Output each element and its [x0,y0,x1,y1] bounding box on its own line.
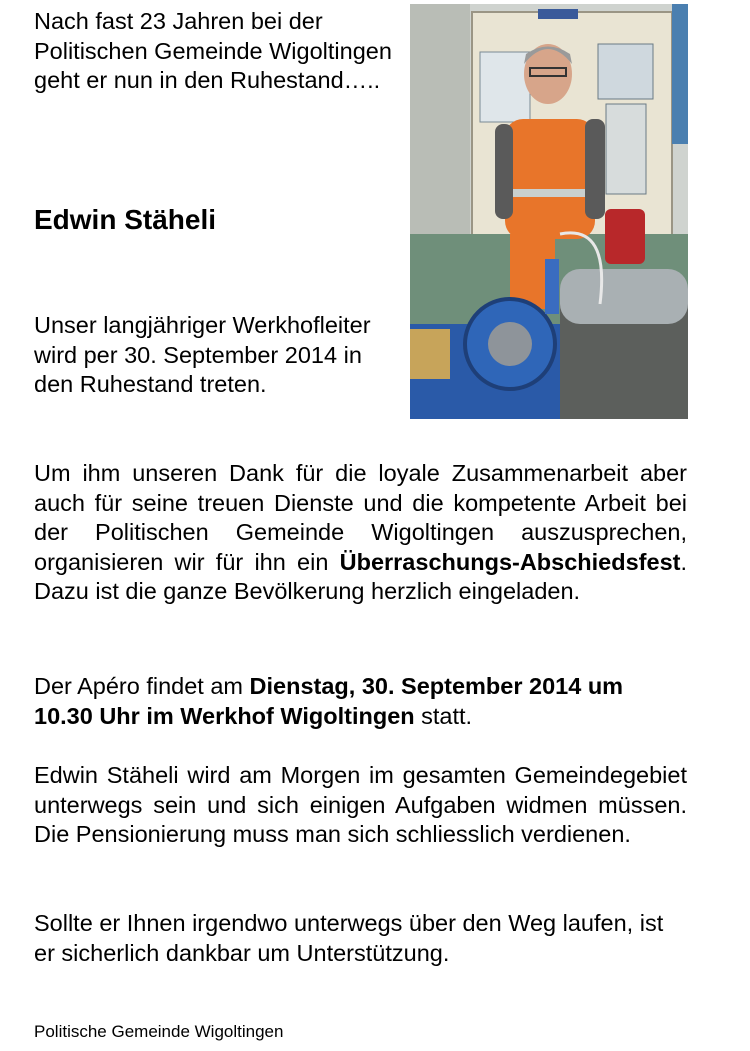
retirement-announcement: Unser langjähriger Werkhofleiter wird per 30. September 2014 in den Ruhestand treten. [34,312,371,397]
invitation-paragraph [34,459,687,607]
event-text-2: statt. [414,702,473,729]
event-paragraph [34,672,687,731]
invitation-text-1: Um ihm unseren Dank für die loyale Zusammenarbeit aber auch für seine treuen Dienste und die kompetente Arbeit bei der Politischen Gemeinde Wigoltingen auszusprechen, organisieren wir für ihn ein [34,460,687,575]
event-text-1: Der Apéro findet am [34,673,250,699]
support-paragraph: Sollte er Ihnen irgendwo unterwegs über den Weg laufen, ist er sicherlich dankbar um Unterstützung. [34,910,664,966]
morning-paragraph: Edwin Stäheli wird am Morgen im gesamten Gemeindegebiet unterwegs sein und sich einigen Aufgaben widmen müssen. Die Pensionierung muss man sich schliesslich verdienen. [34,762,687,847]
portrait-photo [410,4,688,419]
person-name-heading: Edwin Stäheli [34,204,217,235]
intro-text: Nach fast 23 Jahren bei der Politischen Gemeinde Wigoltingen geht er nun in den Ruhestand….. [34,8,392,93]
event-date-bold: Dienstag, 30. September 2014 um 10.30 Uhr im Werkhof Wigoltingen [34,673,624,729]
invitation-text-2: . Dazu ist die ganze Bevölkerung herzlich eingeladen. [34,548,687,604]
photo-illustration [410,4,688,419]
invitation-text-bold: Überraschungs-Abschiedsfest [339,548,681,575]
footer-organization: Politische Gemeinde Wigoltingen [34,1022,284,1041]
